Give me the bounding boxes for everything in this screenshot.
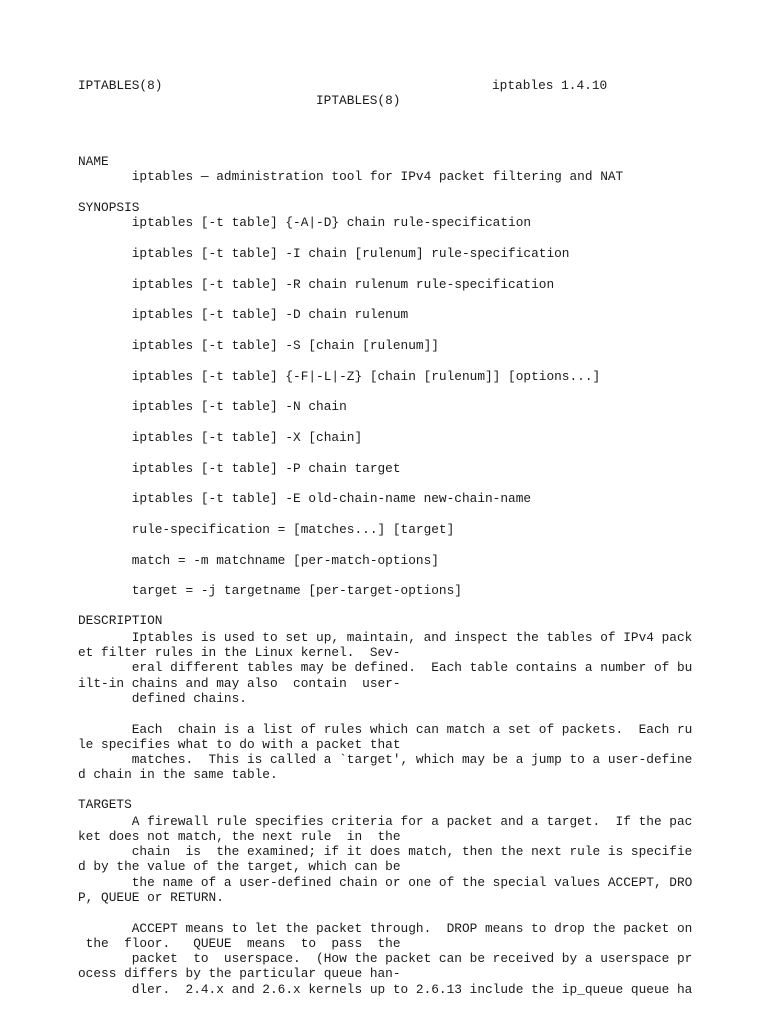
text-line: iptables [-t table] {-F|-L|-Z} [chain [rulenum]] [options...] — [78, 369, 601, 384]
text-line: iptables [-t table] {-A|-D} chain rule-specification — [78, 215, 532, 230]
text-line: iptables [-t table] -I chain [rulenum] rule-specification — [78, 246, 570, 261]
text-line: iptables [-t table] -S [chain [rulenum]] — [78, 338, 439, 353]
text-line: iptables [-t table] -P chain target — [78, 461, 401, 476]
text-line: iptables [-t table] -X [chain] — [78, 430, 363, 445]
text-line: Iptables is used to set up, maintain, and inspect the tables of IPv4 pack — [78, 630, 693, 645]
section-heading-targets: TARGETS — [78, 797, 132, 812]
text-line: chain is the examined; if it does match, then the next rule is specifie — [78, 844, 693, 859]
text-line: ocess differs by the particular queue han- — [78, 966, 401, 981]
header-center: IPTABLES(8) — [316, 93, 401, 108]
text-line: the name of a user-defined chain or one of the special values ACCEPT, DRO — [78, 875, 693, 890]
text-line: iptables [-t table] -E old-chain-name new-chain-name — [78, 491, 532, 506]
section-heading-name: NAME — [78, 154, 109, 169]
section-heading-description: DESCRIPTION — [78, 613, 163, 628]
text-line: A firewall rule specifies criteria for a packet and a target. If the pac — [78, 814, 693, 829]
text-line: eral different tables may be defined. Each table contains a number of bu — [78, 660, 693, 675]
text-line: le specifies what to do with a packet that — [78, 737, 401, 752]
header-left: IPTABLES(8) — [78, 78, 163, 93]
text-line: match = -m matchname [per-match-options] — [78, 553, 439, 568]
text-line: the floor. QUEUE means to pass the — [78, 936, 401, 951]
text-line: iptables [-t table] -N chain — [78, 399, 347, 414]
text-line: iptables [-t table] -R chain rulenum rule-specification — [78, 277, 555, 292]
text-line: P, QUEUE or RETURN. — [78, 890, 224, 905]
text-line: matches. This is called a `target', which may be a jump to a user-define — [78, 752, 693, 767]
text-line: d chain in the same table. — [78, 767, 278, 782]
text-line: iptables — administration tool for IPv4 packet filtering and NAT — [78, 169, 624, 184]
text-line: d by the value of the target, which can be — [78, 859, 401, 874]
section-heading-synopsis: SYNOPSIS — [78, 200, 140, 215]
text-line: packet to userspace. (How the packet can be received by a userspace pr — [78, 951, 693, 966]
text-line: rule-specification = [matches...] [target] — [78, 522, 455, 537]
text-line: ACCEPT means to let the packet through. DROP means to drop the packet on — [78, 921, 693, 936]
text-line: et filter rules in the Linux kernel. Sev- — [78, 645, 401, 660]
text-line: dler. 2.4.x and 2.6.x kernels up to 2.6.13 include the ip_queue queue ha — [78, 982, 693, 997]
text-line: Each chain is a list of rules which can match a set of packets. Each ru — [78, 722, 693, 737]
text-line: target = -j targetname [per-target-options] — [78, 583, 462, 598]
text-line: ket does not match, the next rule in the — [78, 829, 401, 844]
header-right: iptables 1.4.10 — [492, 78, 608, 93]
text-line: defined chains. — [78, 691, 247, 706]
text-line: iptables [-t table] -D chain rulenum — [78, 307, 409, 322]
text-line: ilt-in chains and may also contain user- — [78, 676, 401, 691]
